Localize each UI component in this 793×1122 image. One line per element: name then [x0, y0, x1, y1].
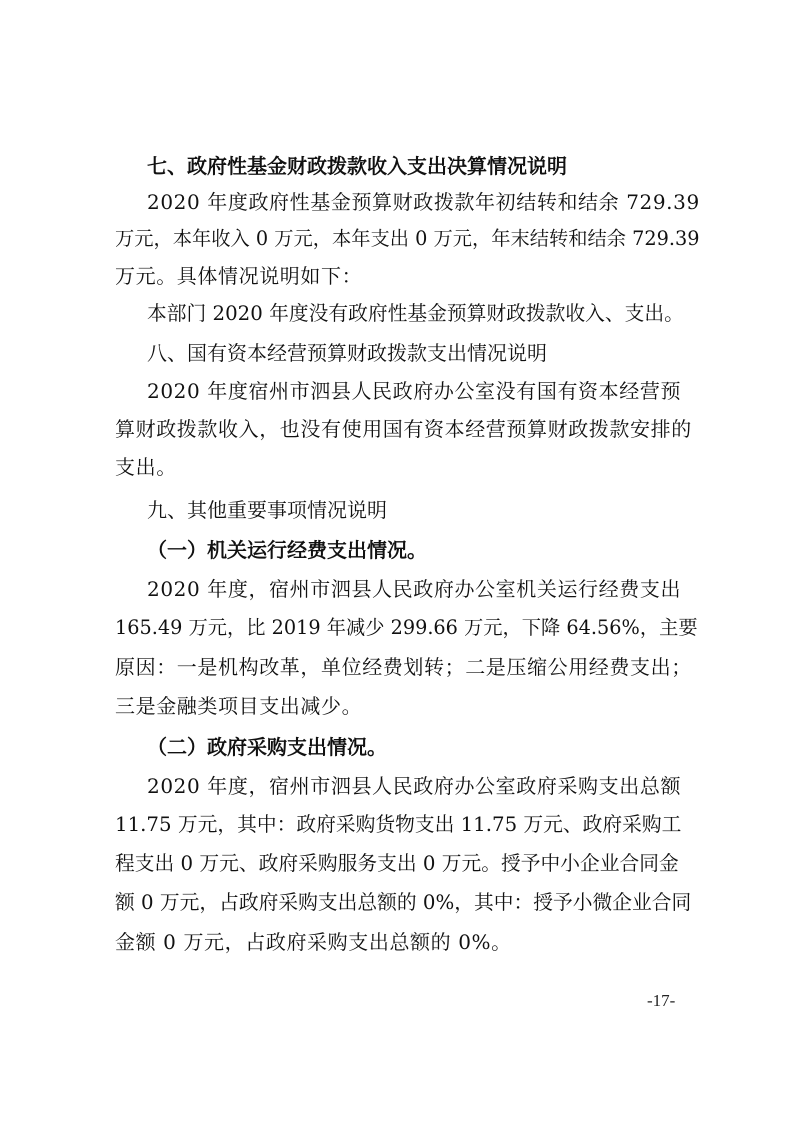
section9-sub2-line4: 额 0 万元，占政府采购支出总额的 0%，其中：授予小微企业合同 — [115, 891, 692, 914]
section9-sub2-line2: 11.75 万元，其中：政府采购货物支出 11.75 万元、政府采购工 — [115, 813, 682, 836]
section8-para1-line3: 支出。 — [115, 455, 177, 479]
section9-heading: 九、其他重要事项情况说明 — [147, 498, 387, 522]
section9-sub1-line1: 2020 年度，宿州市泗县人民政府办公室机关运行经费支出 — [147, 577, 682, 601]
page-number: -17- — [647, 991, 676, 1010]
section9-sub1-line4: 三是金融类项目支出减少。 — [115, 694, 363, 718]
section9-sub1-line2: 165.49 万元，比 2019 年减少 299.66 万元，下降 64.56%，主要 — [115, 616, 698, 639]
section9-sub2-line1: 2020 年度，宿州市泗县人民政府办公室政府采购支出总额 — [147, 774, 682, 798]
section9-sub1-line3: 原因：一是机构改革，单位经费划转；二是压缩公用经费支出； — [115, 655, 692, 679]
section9-sub1-heading: （一）机关运行经费支出情况。 — [147, 538, 427, 562]
section9-sub2-line5: 金额 0 万元，占政府采购支出总额的 0%。 — [115, 930, 512, 954]
section7-para1-line2: 万元，本年收入 0 万元，本年支出 0 万元，年末结转和结余 729.39 — [115, 227, 700, 250]
section8-heading: 八、国有资本经营预算财政拨款支出情况说明 — [147, 341, 547, 365]
section7-para1-line3: 万元。具体情况说明如下： — [115, 264, 363, 288]
section9-sub2-line3: 程支出 0 万元、政府采购服务支出 0 万元。授予中小企业合同金 — [115, 852, 679, 875]
section8-para1-line1: 2020 年度宿州市泗县人民政府办公室没有国有资本经营预 — [147, 379, 682, 403]
section7-heading: 七、政府性基金财政拨款收入支出决算情况说明 — [147, 154, 567, 178]
section8-para1-line2: 算财政拨款收入，也没有使用国有资本经营预算财政拨款安排的 — [115, 417, 692, 441]
section9-sub2-heading: （二）政府采购支出情况。 — [147, 735, 387, 759]
section7-para1-line1: 2020 年度政府性基金预算财政拨款年初结转和结余 729.39 — [147, 190, 700, 214]
section7-para2-line1: 本部门 2020 年度没有政府性基金预算财政拨款收入、支出。 — [147, 302, 684, 325]
